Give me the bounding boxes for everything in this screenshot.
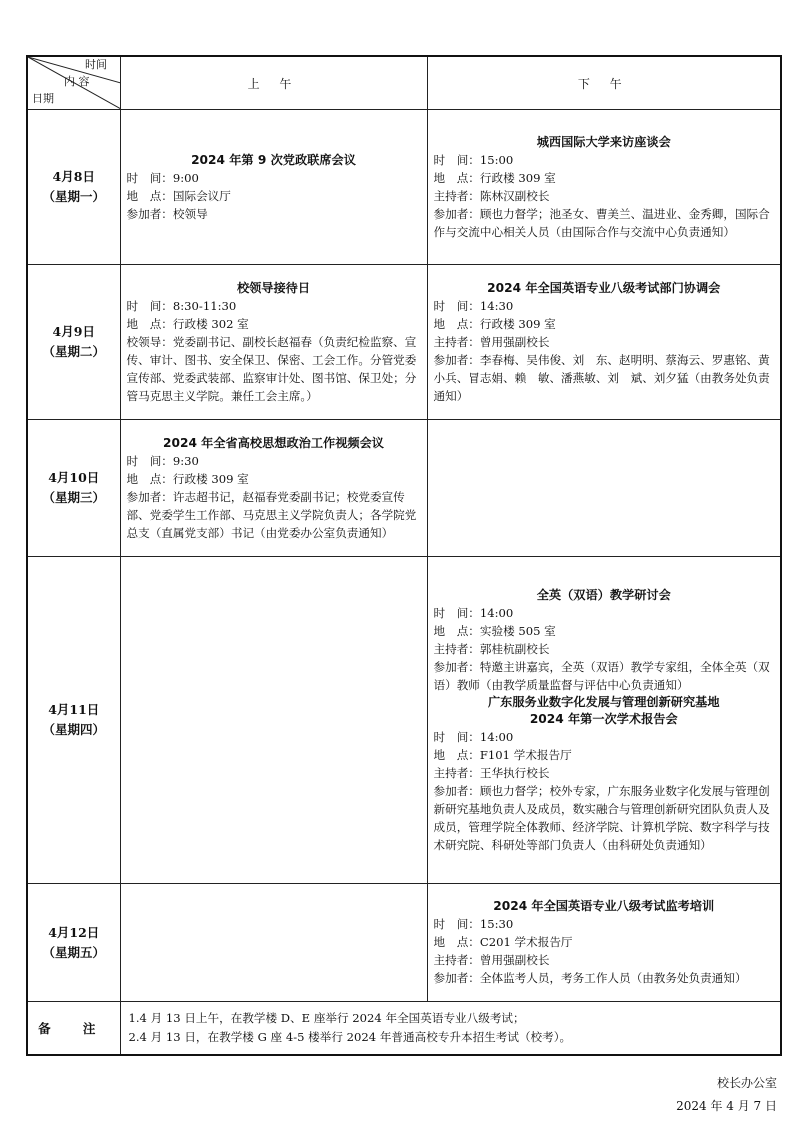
event-detail-line: 主持者：王华执行校长 [433,765,550,780]
header-pm: 下 午 [427,56,781,110]
header-am: 上 午 [120,56,427,110]
date-cell [27,420,120,557]
schedule-rows [27,110,781,1002]
pm-events-cell [427,110,781,265]
schedule-row [27,110,781,265]
schedule-table [26,55,782,1056]
event-detail-line: 地 点：F101 学术报告厅 [433,747,572,762]
footer-date: 2024 年 4 月 7 日 [676,1099,777,1113]
am-events-cell [120,420,427,557]
event-block [434,898,775,987]
pm-events-cell [427,884,781,1002]
event-block [434,587,775,694]
event-detail-line: 参加者：李春梅、吴伟俊、刘 东、赵明明、蔡海云、罗惠铭、黄小兵、冒志娟、赖 敏、潘燕敏、刘 斌、刘夕猛（由教务处负责通知） [433,352,770,403]
weekday-label: （星期四） [42,722,105,737]
event-detail-line: 参加者：顾也力督学；池圣女、曹美兰、温进业、金秀卿，国际合作与交流中心相关人员（由国际合作与交流中心负责通知） [433,206,770,239]
event-detail-line: 参加者：校领导 [126,206,208,221]
am-events-cell [120,265,427,420]
event-detail-line: 地 点：国际会议厅 [126,188,231,203]
event-detail-line: 时 间：15:30 [433,917,514,931]
event-detail-line: 参加者：特邀主讲嘉宾，全英（双语）教学专家组，全体全英（双语）教师（由教学质量监督与评估中心负责通知） [433,659,770,692]
event-detail-line: 地 点：实验楼 505 室 [433,623,556,638]
date-cell [27,110,120,265]
event-detail-line: 参加者：许志超书记，赵福春党委副书记；校党委宣传部、党委学生工作部、马克思主义学院负责人；各学院党总支（直属党支部）书记（由党委办公室负责通知） [126,489,417,540]
event-detail-line: 主持者：陈林汉副校长 [433,188,550,203]
event-detail-line: 地 点：行政楼 309 室 [126,471,249,486]
am-events-cell [120,557,427,884]
date-cell [27,265,120,420]
date-label: 4月9日 [52,324,95,339]
event-detail-line: 地 点：行政楼 309 室 [433,170,556,185]
event-detail-line: 时 间：14:00 [433,605,514,620]
date-label: 4月12日 [48,924,100,940]
event-block [127,435,421,542]
schedule-row [27,884,781,1002]
pm-events-cell [427,265,781,420]
event-detail-line: 地 点：行政楼 302 室 [126,316,249,331]
notes-row [27,1002,781,1056]
event-title: 2024 年第 9 次党政联席会议 [191,152,356,167]
footer-office: 校长办公室 [716,1076,777,1090]
event-title: 城西国际大学来访座谈会 [536,134,671,149]
note-item-1: 1.4 月 13 日上午，在教学楼 D、E 座举行 2024 年全国英语专业八级考试； [128,1011,525,1025]
corner-date: 日期 [32,92,54,105]
event-detail-line: 时 间：8:30-11:30 [126,298,237,313]
schedule-row [27,265,781,420]
event-title: 全英（双语）教学研讨会 [536,587,671,602]
pm-events-cell [427,420,781,557]
event-detail-line: 时 间：14:30 [433,298,514,313]
note-item-2: 2.4 月 13 日，在教学楼 G 座 4-5 楼举行 2024 年普通高校专升本招生考试（校考）。 [128,1030,572,1044]
event-detail-line: 参加者：全体监考人员，考务工作人员（由教务处负责通知） [433,971,747,985]
event-title: 2024 年全国英语专业八级考试部门协调会 [487,280,721,295]
notes-content [120,1002,781,1056]
corner-cell [27,56,120,110]
date-label: 4月10日 [48,470,100,485]
corner-time: 时间 [85,58,107,71]
event-block [434,694,775,854]
weekday-label: （星期五） [42,944,105,960]
event-title: 广东服务业数字化发展与管理创新研究基地 [487,694,720,709]
event-detail-line: 时 间：14:00 [433,729,514,744]
schedule-row [27,557,781,884]
event-detail-line: 地 点：C201 学术报告厅 [433,935,573,949]
event-title-line2: 2024 年第一次学术报告会 [529,711,678,726]
header-row [27,56,781,110]
event-title: 2024 年全国英语专业八级考试监考培训 [493,899,715,913]
date-label: 4月11日 [48,702,100,717]
event-detail-line: 时 间：9:30 [126,453,199,468]
event-block [127,152,421,223]
weekday-label: （星期一） [42,189,105,204]
event-detail-line: 时 间：9:00 [126,170,199,185]
am-events-cell [120,110,427,265]
weekday-label: （星期三） [42,490,105,505]
corner-content: 内 容 [64,75,90,88]
event-detail-line: 时 间：15:00 [433,152,514,167]
am-events-cell [120,884,427,1002]
pm-events-cell [427,557,781,884]
event-title: 2024 年全省高校思想政治工作视频会议 [163,435,384,450]
event-detail-line: 主持者：曾用强副校长 [433,953,550,967]
event-block [434,134,775,241]
event-detail-line: 主持者：郭桂杭副校长 [433,641,550,656]
event-detail-line: 校领导：党委副书记、副校长赵福春（负责纪检监察、宣传、审计、图书、安全保卫、保密、工会工作。分管党委宣传部、党委武装部、监察审计处、图书馆、保卫处；分管马克思主义学院。兼任工会主席。） [126,334,417,403]
date-cell [27,884,120,1002]
event-detail-line: 主持者：曾用强副校长 [433,334,550,349]
event-detail-line: 地 点：行政楼 309 室 [433,316,556,331]
date-label: 4月8日 [52,169,95,184]
weekday-label: （星期二） [42,344,105,359]
notes-label: 备 注 [27,1002,120,1056]
event-detail-line: 参加者：顾也力督学；校外专家，广东服务业数字化发展与管理创新研究基地负责人及成员，数实融合与管理创新研究团队负责人及成员，管理学院全体教师、经济学院、计算机学院、数字科学与技术研究院、科研处等部门负责人（由科研处负责通知） [433,783,770,852]
event-title: 校领导接待日 [236,280,311,295]
event-block [127,280,421,405]
event-block [434,280,775,405]
schedule-row [27,420,781,557]
date-cell [27,557,120,884]
